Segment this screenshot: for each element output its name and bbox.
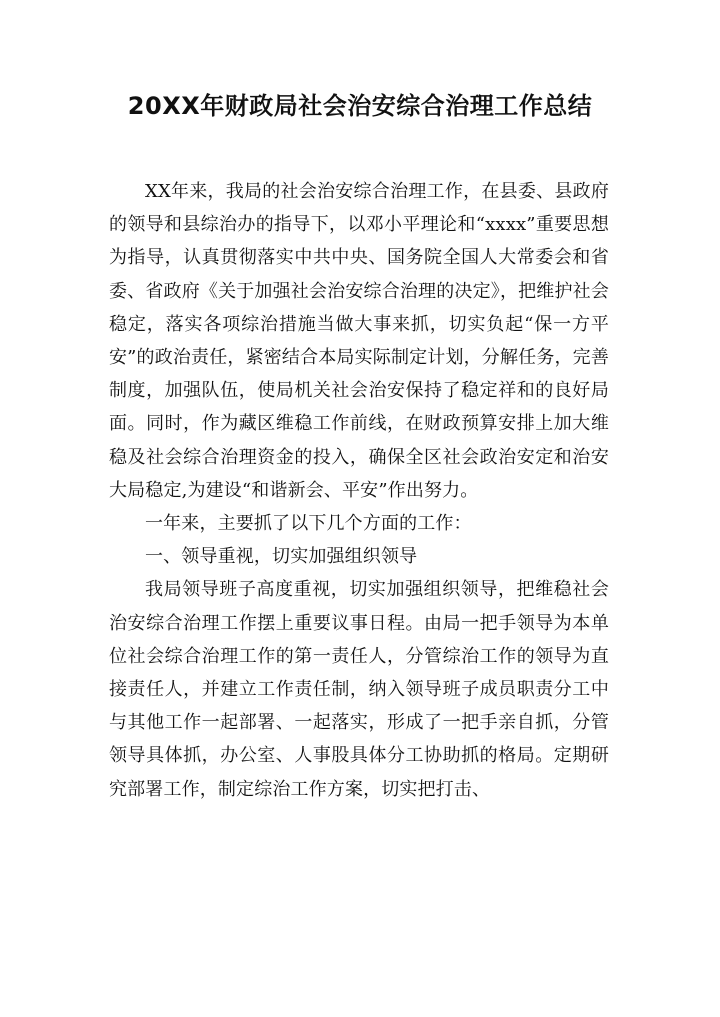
paragraph-intro: XX年来，我局的社会治安综合治理工作，在县委、县政府的领导和县综治办的指导下，以邓小平理论和“xxxx”重要思想为指导，认真贯彻落实中共中央、国务院全国人大常委会和省委、省政府《关于加强社会治安综合治理的决定》，把维护社会稳定，落实各项综治措施当做大事来抓，切实负起“保一方平安”的政治责任，紧密结合本局实际制定计划，分解任务，完善制度，加强队伍，使局机关社会治安保持了稳定祥和的良好局面。同时，作为藏区维稳工作前线，在财政预算安排上加大维稳及社会综合治理资金的投入，确保全区社会政治安定和治安大局稳定,为建设“和谐新会、平安”作出努力。 bbox=[109, 181, 609, 501]
paragraph-section-1: 我局领导班子高度重视，切实加强组织领导，把维稳社会治安综合治理工作摆上重要议事日程。由局一把手领导为本单位社会综合治理工作的第一责任人，分管综治工作的领导为直接责任人，并建立工作责任制，纳入领导班子成员职责分工中与其他工作一起部署、一起落实，形成了一把手亲自抓，分管领导具体抓，办公室、人事股具体分工协助抓的格局。定期研究部署工作，制定综治工作方案，切实把打击、 bbox=[109, 579, 609, 800]
paragraph-summary-lead: 一年来，主要抓了以下几个方面的工作： bbox=[145, 513, 472, 535]
section-heading-1: 一、领导重视，切实加强组织领导 bbox=[145, 546, 418, 568]
document-body bbox=[109, 175, 609, 806]
document-title: 20XX年财政局社会治安综合治理工作总结 bbox=[127, 92, 593, 120]
